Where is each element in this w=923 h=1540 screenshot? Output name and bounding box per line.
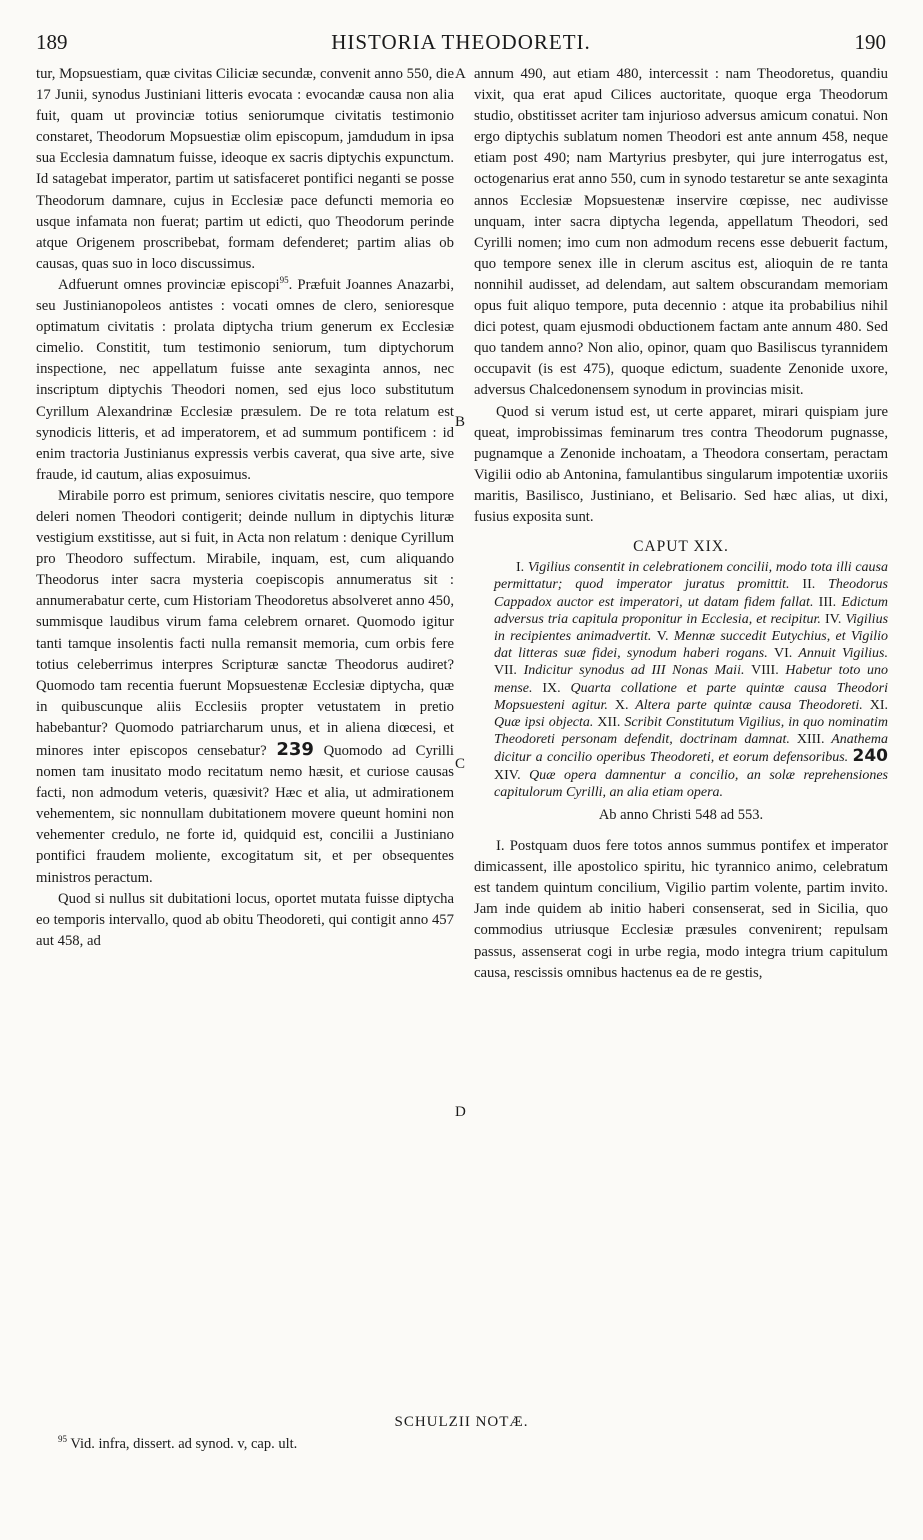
running-title: HISTORIA THEODORETI. (331, 30, 591, 54)
paragraph: Quod si verum istud est, ut certe apparet, mirari quispiam jure queat, improbissimas feminarum tres contra Theodorum pugnasse, pugnamque a Zenonide inchoatam, a Theodora consertam, peractam Vigilii odio ab Antonina, famulantibus singularum impotentiæ uxoriis maritis, Basilisco, Justiniano, et Belisario. Sed hæc alias, ut dixi, fusius exposita sunt. (474, 403, 888, 525)
footnote-text: Vid. infra, dissert. ad synod. v, cap. ult. (70, 1436, 298, 1452)
margin-letter-d: D (455, 1104, 466, 1120)
chapter-summary: I. Vigilius consentit in celebrationem concilii, modo tota illi causa permittatur; quod imperator juratus promittit. II. Theodorus Cappadox auctor est imperatori, ut datam fidem fallat. III. Edictum adversus tria capitula proponitur in Ecclesia, et recipitur. IV. Vigilius in recipientes animadvertit. V. Mennæ succedit Eutychius, et Vigilio dat litteras suæ fidei, synodum haberi rogans. VI. Annuit Vigilius. VII. Indicitur synodus ad III Nonas Maii. VIII. Habetur toto uno mense. IX. Quarta collatione et parte quintæ causa Theodori Mopsuesteni agitur. X. Altera parte quintæ causa Theodoreti. XI. Quæ ipsi objecta. XII. Scribit Constitutum Vigilius, in quo nominatim Theodoreti personam defendit, doctrinam damnat. XIII. Anathema dicitur a concilio operibus Theodoreti, et eorum defensoribus. 240 XIV. Quæ opera damnentur a concilio, an solæ reprehensiones capitulorum Cyrilli, an alia etiam opera. (494, 560, 889, 800)
paragraph: Mirabile porro est primum, seniores civitatis nescire, quo tempore deleri nomen Theodori contigerit; deinde nullum in diptychis lituræ vestigium exstitisse, aut si fuit, in Acta non relatum : denique Cyrillum pro Theodoro suffectum. Mirabile, inquam, est, cum aliquando Theodorus inter sacra mysteria coepiscopis annumeratus sit : annumerabatur certe, cum Historiam Theodoretus absolveret anno 450, summisque laudibus virum fama celebrem ornaret. Quomodo igitur tanti tamque insolentis facti nulla remansit memoria, cum orbis fere totius celeberrimus interpres Scripturæ sanctæ Theodorus audiret? Quomodo tam recentia fuerunt Mopsuestenæ Ecclesiæ diptycha, quæ in quibuscunque aliis Ecclesiis propter vetustatem in pretio habebantur? Quomodo patriarcharum unus, et in aliena diœcesi, et minores inter episcopos censebatur? 239 Quomodo ad Cyrilli nomen tam inusitato modo recitatum nemo hæsit, et curiose causas facti, non admodum veteris, quæsivit? Hæc et alia, ut admirationem vehementem, sic nonnullam dubitationem movere queunt homini non vehementer credulo, ne forte id, quidquid est, concilii a Justiniano pontifici fraudem moliente, excogitatum sit, et per obsequentes ministros peractum. (36, 487, 455, 886)
paragraph: annum 490, aut etiam 480, intercessit : nam Theodoretus, quandiu vixit, qua erat apud Cilices auctoritate, quoque erga Theodorum studio, obstitisset acriter tam injurioso adversus amicum conatui. Non ergo diptychis sublatum nomen Theodori est ante annum 458, neque etiam post 490; nam Martyrius presbyter, qui jure interrogatus est, octogenarius erat anno 550, cum in synodo testaretur se ante sexaginta annos Ecclesiæ Mopsuestenæ inservire cœpisse, nec audivisse unquam, inter sacra diptycha legenda, appellatum Theodori, sed Cyrilli nomen; imo cum non admodum recens esse debuerit factum, quo tempore senex ille in clerum ascitus est, alioquin de re tanta nonnihil audisset, ad delendam, aut saltem obscurandam memoriam opus fuit aliquo tempore, puta decennio : atque ita probabilius nihil dici potest, quam ejusmodi obductionem factam ante annum 480. Sed quo tandem anno? Non alio, opinor, quam quo Basiliscus tyrannidem occupavit (is est 475), quoque edictum, suadente Zenonide uxore, adversus Chalcedonensem synodum in provincias misit. (474, 66, 888, 399)
left-column (36, 64, 454, 952)
right-column (474, 64, 888, 984)
paragraph: tur, Mopsuestiam, quæ civitas Ciliciæ secundæ, convenit anno 550, die 17 Junii, synodus Justiniani litteris evocata : evocandæ causa non alia fuit, quam ut provinciæ totius seniorumque civitatis testimonio constaret, Theodorum Mopsuestiæ olim episcopum, jamdudum in ipsa sua Ecclesia damnatum fuisse, ideoque ex sacris diptychis expunctum. Id satagebat imperator, partim ut satisfaceret pontifici neganti se posse Theodorum damnare, cujus in Ecclesiæ pace defuncti memoria eo usque infamata non fuerat; partim ut edicti, quo Theodorum perinde atque Origenem proscribebat, formam defenderet; partim alias ob causas, quas suo in loco discussimus. (36, 66, 454, 272)
notes-title: SCHULZII NOTÆ. (394, 1414, 529, 1430)
page-number-right: 190 (854, 30, 886, 54)
margin-letter-c: C (455, 756, 466, 772)
margin-number: 240 (852, 746, 888, 767)
paragraph: Quod si nullus sit dubitationi locus, oportet mutata fuisse diptycha eo temporis intervallo, quod ab obitu Theodoreti, qui contigit anno 457 aut 458, ad (36, 890, 454, 949)
page-header (36, 30, 886, 58)
year-range: Ab anno Christi 548 ad 553. (598, 807, 764, 823)
margin-number: 239 (276, 739, 314, 760)
footnote-number: 95 (58, 1434, 67, 1445)
paragraph: I. Postquam duos fere totos annos summus pontifex et imperator dimicassent, ille apostolico spiritu, hic tyrannico animo, celebratum est tandem quintum concilium, Vigilio partim volente, partim invito. Jam inde quidem ab initio haberi consenserat, sed in Sicilia, quo commodius utriusque Ecclesiæ præsules convenirent; repulsam passus, assenserat cogi in urbe regia, modo integra trium capitulum causa, rescissis omnibus hactenus ea de re gestis, (474, 838, 888, 981)
footnote-marker: 95 (279, 275, 289, 286)
footnote (58, 1436, 297, 1453)
paragraph: Adfuerunt omnes provinciæ episcopi$^{95}$. Præfuit Joannes Anazarbi, seu Justinianopoleos antistes : vocati omnes de clero, senioresque optimatum civitatis : prolata diptycha trium generum ex Ecclesiæ cimelio. Constitit, tum testimonio seniorum, tum diptychorum inspectione, nec appellatum fuisse ante sexaginta annos, nec inscriptum diptychis Theodori nomen, sed ejus loco substitutum Cyrillum Alexandrinæ Ecclesiæ præsulem. De re tota relatum est synodicis litteris, et ad imperatorem, et ad summum pontificem : id enim tractoria Justinianus expressis verbis caverat, qua sive arte, sive fraude, id cautum, alias exposuimus. (36, 275, 455, 483)
page-number-left: 189 (36, 30, 68, 54)
margin-letter-b: B (455, 414, 466, 430)
margin-letter-a: A (455, 66, 466, 82)
chapter-title: CAPUT XIX. (633, 538, 729, 556)
